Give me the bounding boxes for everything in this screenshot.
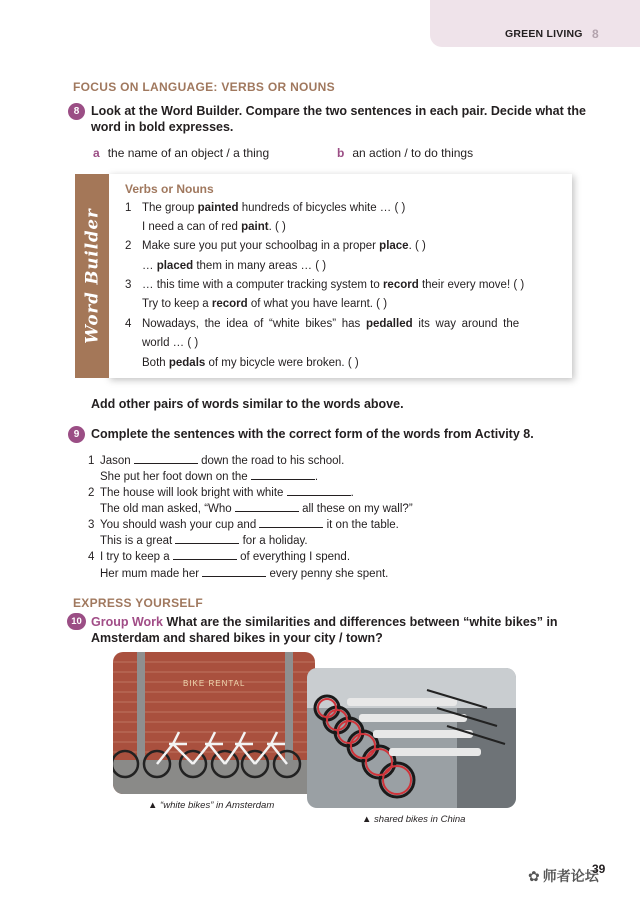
wb-item-4a-cont: world … ( ): [142, 337, 199, 349]
answer-blank[interactable]: [202, 566, 266, 577]
wb-item-2b: … placed them in many areas … ( ): [142, 260, 327, 272]
wb-item-1b: I need a can of red paint. ( ): [142, 221, 286, 233]
exercise-line: 2 The house will look bright with white .: [88, 487, 354, 499]
header-title: GREEN LIVING: [505, 28, 583, 40]
caption-amsterdam: ▲ “white bikes” in Amsterdam: [148, 800, 275, 811]
answer-blank[interactable]: [173, 549, 237, 560]
answer-blank[interactable]: [287, 485, 351, 496]
wb-item-4b: Both pedals of my bicycle were broken. ( ): [142, 357, 359, 369]
wb-item-4a: 4 Nowadays, the idea of “white bikes” has pedalled its way around the: [125, 318, 520, 330]
option-a: a the name of an object / a thing: [93, 146, 270, 160]
answer-blank[interactable]: [251, 469, 315, 480]
answer-blank[interactable]: [134, 453, 198, 464]
option-b: b an action / to do things: [337, 146, 474, 160]
activity-9-badge: 9: [68, 426, 85, 443]
activity-10-badge: 10: [67, 613, 86, 630]
answer-blank[interactable]: [175, 533, 239, 544]
photo-shared-bikes-china: [307, 668, 516, 808]
word-builder-title: Verbs or Nouns: [125, 182, 214, 196]
section-title-express: EXPRESS YOURSELF: [73, 596, 203, 610]
exercise-line: 4 I try to keep a of everything I spend.: [88, 551, 351, 563]
exercise-line: Her mum made her every penny she spent.: [100, 568, 389, 580]
word-builder-side-label: Word Builder: [82, 208, 102, 344]
exercise-line: 1 Jason down the road to his school.: [88, 455, 345, 467]
exercise-line: She put her foot down on the .: [100, 471, 319, 483]
answer-blank[interactable]: [259, 517, 323, 528]
china-bikes-illustration: [307, 668, 516, 808]
wb-item-3b: Try to keep a record of what you have learnt. ( ): [142, 298, 388, 310]
activity-8-badge: 8: [68, 103, 85, 120]
wechat-icon: ✿: [528, 868, 540, 884]
watermark: ✿ 师者论坛: [528, 868, 599, 884]
unit-number: 8: [592, 27, 599, 41]
exercise-line: This is a great for a holiday.: [100, 535, 308, 547]
page-number: 39: [592, 862, 606, 876]
wb-item-2a: 2 Make sure you put your schoolbag in a proper place. ( ): [125, 240, 426, 252]
activity-8-instruction: Look at the Word Builder. Compare the two sentences in each pair. Decide what the word in bold expresses.: [91, 104, 587, 134]
photo-amsterdam-white-bikes: [113, 652, 315, 794]
section-title-language: FOCUS ON LANGUAGE: VERBS OR NOUNS: [73, 80, 335, 94]
activity-10-instruction: Group Work What are the similarities and differences between “white bikes” in Amsterdam and shared bikes in your city / town?: [91, 615, 558, 645]
add-pairs-instruction: Add other pairs of words similar to the words above.: [91, 397, 404, 411]
group-work-label: Group Work: [91, 615, 163, 629]
exercise-line: The old man asked, “Who all these on my wall?”: [100, 503, 413, 515]
caption-china: ▲ shared bikes in China: [362, 814, 466, 825]
amsterdam-bikes-illustration: [113, 652, 315, 794]
wb-item-3a: 3 … this time with a computer tracking system to record their every move! ( ): [125, 279, 525, 291]
answer-blank[interactable]: [235, 501, 299, 512]
activity-9-instruction: Complete the sentences with the correct form of the words from Activity 8.: [91, 427, 534, 441]
bike-rental-sign: BIKE RENTAL: [183, 679, 246, 688]
exercise-line: 3 You should wash your cup and it on the table.: [88, 519, 399, 531]
wb-item-1a: 1 The group painted hundreds of bicycles white … ( ): [125, 202, 406, 214]
